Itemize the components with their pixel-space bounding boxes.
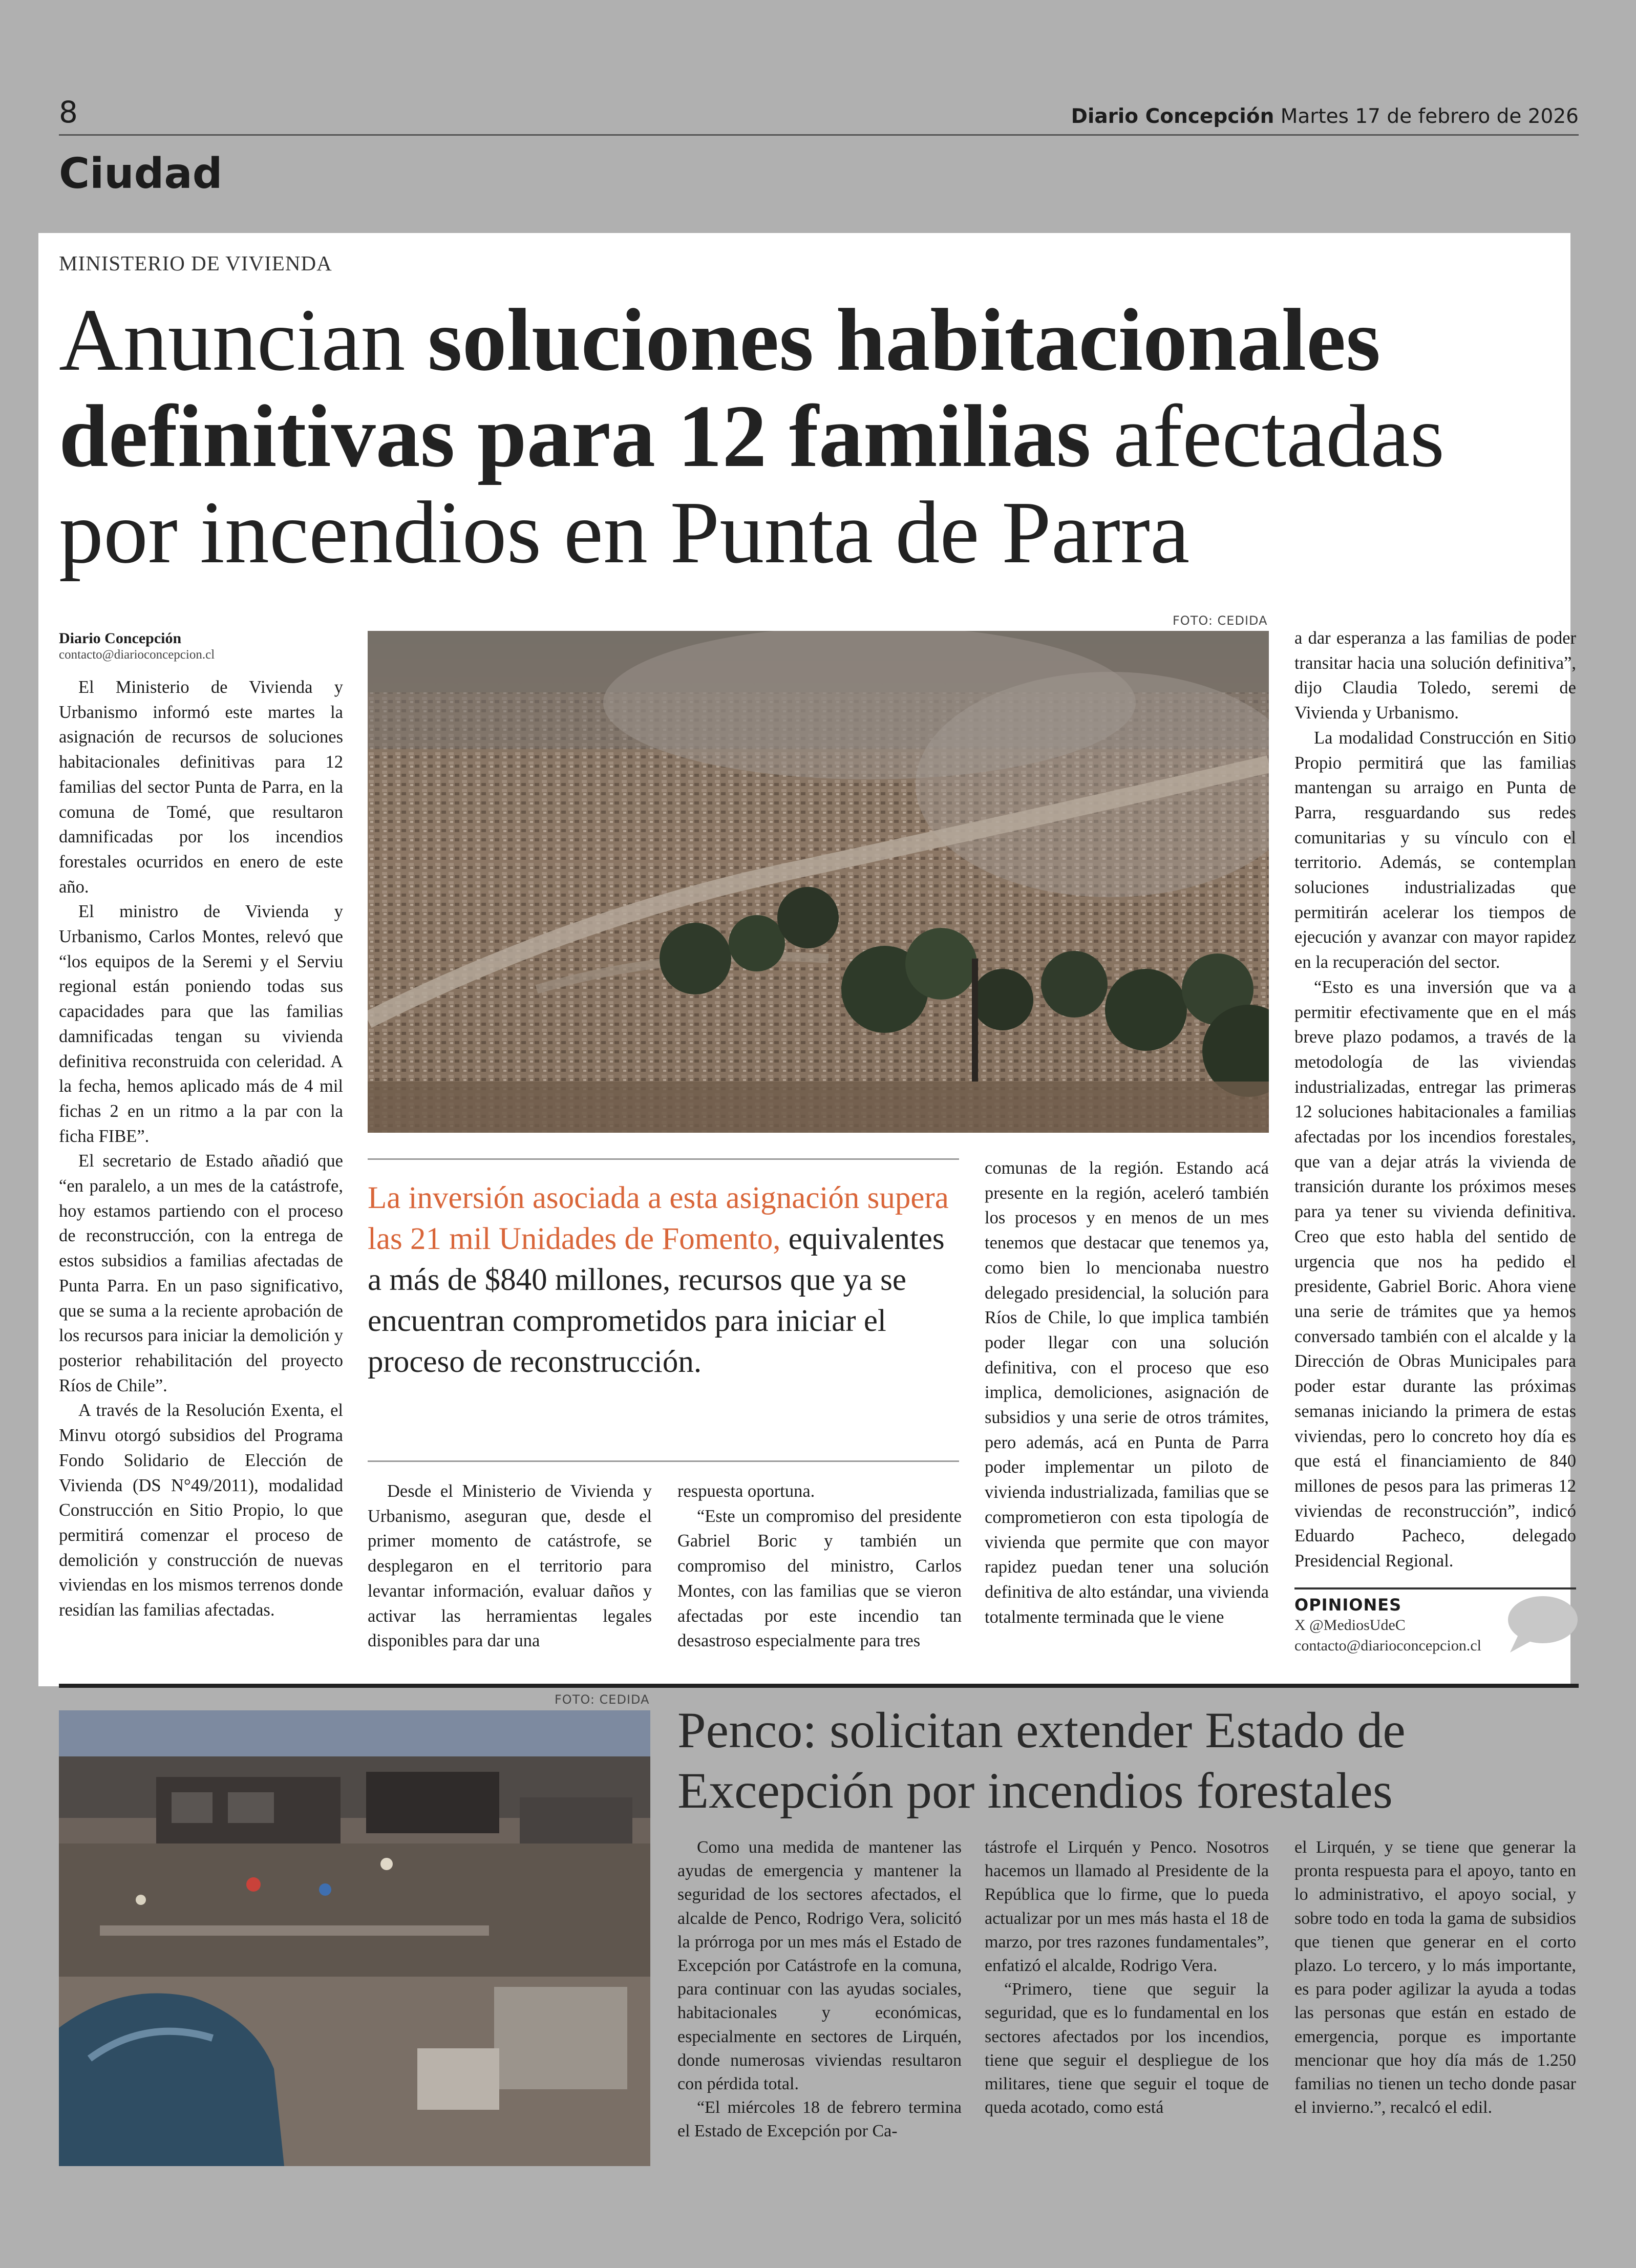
paragraph: “Esto es una inversión que va a permitir efectivamente que en el más breve plazo podamos, a través de la metodología de las viviendas industrializadas, entregar las primeras 12 soluciones habitacionales a familias afectadas por los incendios forestales, que van a dejar atrás la vivienda de transición durante los próximos meses para ya tener su vivienda definitiva. Creo que esto habla del sentido de urgencia que nos ha pedido el presidente, Gabriel Boric. Ahora viene una serie de trámites que ya hemos conversado también con el alcalde y la Dirección de Obras Municipales para poder estar durante las próximas semanas iniciando la primera de estas viviendas, pero lo concreto hoy día es que está el financiamiento de 840 millones de pesos para las primeras 12 viviendas de reconstrucción”, indicó Eduardo Pacheco, delegado Presidencial Regional. [1294, 977, 1576, 1571]
opinions-rule [1294, 1587, 1576, 1589]
paragraph: La modalidad Construcción en Sitio Propio permitirá que las familias mantengan su arraigo en Punta de Parra, resguardando sus redes comunitarias y su vínculo con el territorio. Además, se contemplan soluciones industrializadas que permitirán acelerar los tiempos de ejecución y avanzar con mayor rapidez en la recuperación del sector. [1294, 728, 1576, 972]
paragraph: Como una medida de mantener las ayudas de emergencia y mantener la seguridad de los sectores afectados, el alcalde de Penco, Rodrigo Vera, solicitó la prórroga por un mes más el Estado de Excepción por Catástrofe en la comuna, para continuar con las ayudas sociales, habitacionales y económicas, especialmente en sectores de Lirquén, donde numerosas viviendas resultaron con pérdida total. [677, 1838, 962, 2094]
opinions-x-handle[interactable]: X @MediosUdeC [1294, 1617, 1406, 1634]
paragraph: el Lirquén, y se tiene que generar la pronta respuesta para el apoyo, tanto en lo administrativo, el apoyo social, y sobre todo en toda la gama de subsidios que tienen que generar en el corto plazo. Lo tercero, y lo más importante, es para poder agilizar la ayuda a todas las personas que están en estado de emergencia, porque es importante mencionar que hoy día más de 1.250 familias no tienen un techo donde pasar el invierno.”, recalcó el edil. [1294, 1838, 1576, 2117]
article2-column-3 [1294, 1836, 1576, 2119]
pull-quote-highlight: La inversión asociada a esta asignación supera las 21 mil Unidades de Fomento, [368, 1181, 949, 1256]
paragraph: respuesta oportuna. [677, 1481, 815, 1501]
photo-credit: FOTO: CEDIDA [555, 1692, 650, 1707]
pull-quote-bottom-rule [368, 1460, 959, 1462]
speech-bubble-icon [1503, 1590, 1580, 1657]
article-column-bottom-1 [368, 1479, 652, 1654]
paragraph: “El miércoles 18 de febrero termina el Estado de Excepción por Ca- [677, 2098, 962, 2141]
paragraph: El Ministerio de Vivienda y Urbanismo informó este martes la asignación de recursos de soluciones habitacionales definitivas para 12 familias del sector Punta de Parra, en la comuna de Tomé, que resultaron damnificadas por los incendios forestales ocurridos en enero de este año. [59, 677, 343, 897]
header-rule [59, 134, 1579, 136]
article2-column-2 [985, 1836, 1269, 2119]
article-column-right [1294, 626, 1576, 1574]
byline-name: Diario Concepción [59, 630, 182, 647]
paper-name: Diario Concepción [1071, 105, 1274, 128]
headline-part-light-2: afectadas por incendios en Punta de Parra [59, 387, 1445, 582]
article-kicker: MINISTERIO DE VIVIENDA [59, 251, 332, 275]
burned-houses-photo [59, 1710, 650, 2166]
article-headline [59, 292, 1585, 581]
paragraph: El ministro de Vivienda y Urbanismo, Carlos Montes, relevó que “los equipos de la Seremi y el Serviu regional están poniendo todas sus capacidades para que las familias damnificadas tengan su vivienda definitiva reconstruida con celeridad. A la fecha, hemos aplicado más de 4 mil fichas 2 en un ritmo a la par con la ficha FIBE”. [59, 902, 343, 1146]
opinions-title: OPINIONES [1294, 1595, 1402, 1615]
paragraph: El secretario de Estado añadió que “en paralelo, a un mes de la catástrofe, hoy estamos partiendo con el proceso de reconstrucción, con la entrega de estos subsidios a familias afectadas de Punta Parra. En un paso significativo, que se suma a la reciente aprobación de los recursos para iniciar la demolición y posterior rehabilitación del proyecto Ríos de Chile”. [59, 1151, 343, 1395]
opinions-email[interactable]: contacto@diarioconcepcion.cl [1294, 1637, 1481, 1654]
photo-credit: FOTO: CEDIDA [1173, 613, 1268, 628]
article2-headline: Penco: solicitan extender Estado de Excepción por incendios forestales [677, 1702, 1406, 1819]
paragraph: a dar esperanza a las familias de poder transitar hacia una solución definitiva”, dijo Claudia Toledo, seremi de Vivienda y Urbanismo. [1294, 628, 1576, 723]
article-column-middle-3 [985, 1156, 1269, 1629]
pull-quote-top-rule [368, 1158, 959, 1160]
paragraph: tástrofe el Lirquén y Penco. Nosotros hacemos un llamado al Presidente de la República que lo firme, que lo pueda actualizar por un mes más hasta el 18 de marzo, por tres razones fundamentales”, enfatizó el alcalde, Rodrigo Vera. [985, 1838, 1269, 1976]
section-title: Ciudad [59, 150, 223, 198]
headline-part-bold: soluciones habitacionales definitivas para 12 familias [59, 290, 1381, 485]
article-column-left [59, 675, 343, 1623]
masthead-info [1071, 105, 1579, 128]
headline-part-light: Anuncian [59, 290, 428, 389]
paragraph: “Este un compromiso del presidente Gabriel Boric y también un compromiso del ministro, Carlos Montes, con las familias que se vieron afectadas por este incendio tan desastroso especialmente para tres [677, 1506, 962, 1651]
page-number: 8 [59, 95, 78, 130]
pull-quote-rest: equivalentes a más de $840 millones, recursos que ya se encuentran comprometidos para iniciar el proceso de reconstrucción. [368, 1222, 945, 1379]
paragraph: “Primero, tiene que seguir la seguridad, que es lo fundamental en los sectores afectados por los incendios, tiene que seguir el despliegue de los militares, tiene que seguir el toque de queda acotado, como está [985, 1980, 1269, 2117]
byline-email: contacto@diarioconcepcion.cl [59, 648, 215, 662]
aerial-fire-damage-photo [368, 631, 1269, 1133]
paragraph: comunas de la región. Estando acá presente en la región, aceleró también los procesos y en menos de un mes tenemos que destacar que tenemos ya, como bien lo mencionaba nuestro delegado presidencial, la solución para Ríos de Chile, lo que implica también poder llegar con una solución definitiva, con el proceso que eso implica, demoliciones, asignación de subsidios y una serie de otros trámites, pero además, acá en Punta de Parra poder implementar un piloto de vivienda industrializada, familias que se comprometieron con esta tipología de vivienda que permite que con mayor rapidez puedan tener una solución definitiva de alto estándar, una vivienda totalmente terminada que le viene [985, 1158, 1269, 1627]
issue-date: Martes 17 de febrero de 2026 [1280, 105, 1579, 128]
article2-column-1 [677, 1836, 962, 2144]
paragraph: A través de la Resolución Exenta, el Minvu otorgó subsidios del Programa Fondo Solidario de Elección de Vivienda (DS N°49/2011), modalidad Construcción en Sitio Propio, lo que permitirá comenzar el proceso de demolición y construcción de nuevas viviendas en los mismos terrenos donde residían las familias afectadas. [59, 1401, 343, 1620]
pull-quote [368, 1178, 962, 1383]
article-column-bottom-2 [677, 1479, 962, 1654]
paragraph: Desde el Ministerio de Vivienda y Urbanismo, aseguran que, desde el primer momento de catástrofe, se desplegaron en el territorio para levantar información, evaluar daños y activar las herramientas legales disponibles para dar una [368, 1481, 652, 1651]
article-divider [59, 1684, 1579, 1688]
